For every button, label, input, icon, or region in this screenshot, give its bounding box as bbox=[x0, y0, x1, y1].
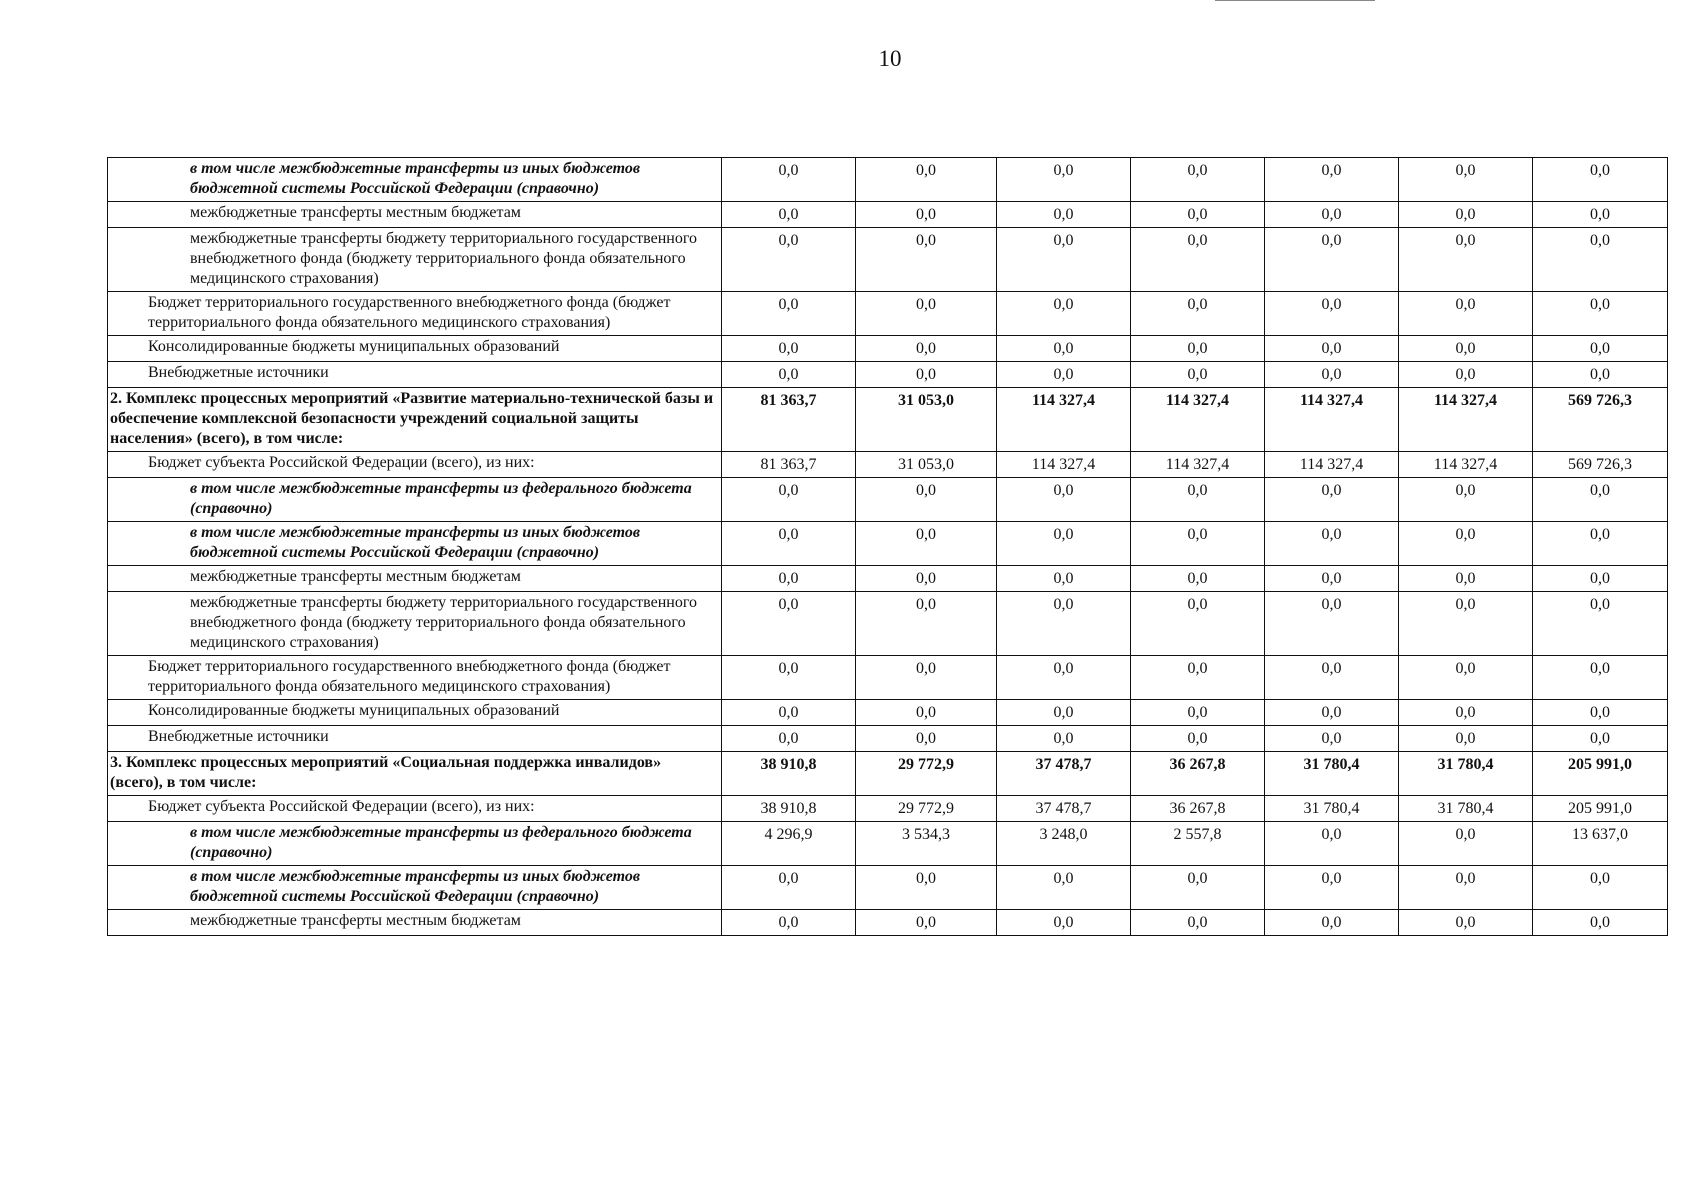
budget-table-body bbox=[108, 158, 1668, 936]
value-cell: 0,0 bbox=[856, 910, 997, 936]
value-cell: 0,0 bbox=[1533, 566, 1668, 592]
value-cell: 0,0 bbox=[1131, 336, 1265, 362]
value-cell: 0,0 bbox=[997, 592, 1131, 656]
value-cell: 0,0 bbox=[997, 566, 1131, 592]
value-cell: 0,0 bbox=[722, 202, 856, 228]
value-cell: 0,0 bbox=[722, 656, 856, 700]
value-cell: 0,0 bbox=[722, 292, 856, 336]
value-cell: 0,0 bbox=[856, 292, 997, 336]
value-cell: 0,0 bbox=[856, 336, 997, 362]
table-row bbox=[108, 522, 1668, 566]
value-cell: 31 780,4 bbox=[1265, 796, 1399, 822]
value-cell: 0,0 bbox=[1399, 292, 1533, 336]
value-cell: 36 267,8 bbox=[1131, 752, 1265, 796]
value-cell: 0,0 bbox=[856, 700, 997, 726]
row-label: 3. Комплекс процессных мероприятий «Социальная поддержка инвалидов» (всего), в том числе: bbox=[108, 752, 722, 796]
value-cell: 0,0 bbox=[856, 362, 997, 388]
value-cell: 0,0 bbox=[856, 592, 997, 656]
table-row bbox=[108, 452, 1668, 478]
row-label: межбюджетные трансферты местным бюджетам bbox=[108, 910, 722, 936]
value-cell: 0,0 bbox=[722, 726, 856, 752]
value-cell: 0,0 bbox=[1131, 700, 1265, 726]
value-cell: 0,0 bbox=[1131, 362, 1265, 388]
value-cell: 569 726,3 bbox=[1533, 452, 1668, 478]
value-cell: 0,0 bbox=[1131, 522, 1265, 566]
value-cell: 0,0 bbox=[1533, 592, 1668, 656]
value-cell: 0,0 bbox=[1265, 566, 1399, 592]
value-cell: 0,0 bbox=[1265, 158, 1399, 202]
value-cell: 114 327,4 bbox=[997, 388, 1131, 452]
value-cell: 0,0 bbox=[1399, 522, 1533, 566]
value-cell: 0,0 bbox=[997, 910, 1131, 936]
table-row bbox=[108, 228, 1668, 292]
top-rule bbox=[1215, 0, 1375, 1]
value-cell: 0,0 bbox=[722, 910, 856, 936]
row-label: Консолидированные бюджеты муниципальных образований bbox=[108, 700, 722, 726]
value-cell: 0,0 bbox=[1533, 336, 1668, 362]
value-cell: 0,0 bbox=[1399, 478, 1533, 522]
row-label: Консолидированные бюджеты муниципальных образований bbox=[108, 336, 722, 362]
row-label: в том числе межбюджетные трансферты из федерального бюджета (справочно) bbox=[108, 478, 722, 522]
value-cell: 29 772,9 bbox=[856, 796, 997, 822]
value-cell: 0,0 bbox=[1265, 866, 1399, 910]
value-cell: 0,0 bbox=[1533, 202, 1668, 228]
value-cell: 2 557,8 bbox=[1131, 822, 1265, 866]
value-cell: 0,0 bbox=[1265, 822, 1399, 866]
value-cell: 0,0 bbox=[1265, 522, 1399, 566]
value-cell: 0,0 bbox=[1533, 726, 1668, 752]
value-cell: 0,0 bbox=[1399, 866, 1533, 910]
value-cell: 0,0 bbox=[997, 228, 1131, 292]
value-cell: 0,0 bbox=[1533, 228, 1668, 292]
value-cell: 0,0 bbox=[1399, 158, 1533, 202]
value-cell: 0,0 bbox=[1131, 566, 1265, 592]
value-cell: 0,0 bbox=[1533, 656, 1668, 700]
value-cell: 0,0 bbox=[1131, 158, 1265, 202]
value-cell: 0,0 bbox=[722, 866, 856, 910]
table-row bbox=[108, 822, 1668, 866]
table-row bbox=[108, 566, 1668, 592]
value-cell: 31 780,4 bbox=[1399, 796, 1533, 822]
value-cell: 114 327,4 bbox=[1131, 452, 1265, 478]
value-cell: 0,0 bbox=[1399, 656, 1533, 700]
value-cell: 38 910,8 bbox=[722, 796, 856, 822]
table-row bbox=[108, 656, 1668, 700]
value-cell: 114 327,4 bbox=[1265, 388, 1399, 452]
value-cell: 37 478,7 bbox=[997, 796, 1131, 822]
table-row bbox=[108, 700, 1668, 726]
value-cell: 0,0 bbox=[1399, 910, 1533, 936]
value-cell: 0,0 bbox=[1399, 726, 1533, 752]
table-row bbox=[108, 592, 1668, 656]
value-cell: 0,0 bbox=[1265, 228, 1399, 292]
row-label: межбюджетные трансферты бюджету территориального государственного внебюджетного фонда (бюджету территориального фонда обязательного медицинского страхования) bbox=[108, 228, 722, 292]
value-cell: 0,0 bbox=[1399, 592, 1533, 656]
value-cell: 81 363,7 bbox=[722, 388, 856, 452]
value-cell: 29 772,9 bbox=[856, 752, 997, 796]
value-cell: 114 327,4 bbox=[997, 452, 1131, 478]
value-cell: 31 780,4 bbox=[1265, 752, 1399, 796]
value-cell: 0,0 bbox=[1131, 726, 1265, 752]
value-cell: 0,0 bbox=[722, 592, 856, 656]
value-cell: 0,0 bbox=[1533, 910, 1668, 936]
table-row bbox=[108, 336, 1668, 362]
row-label: межбюджетные трансферты местным бюджетам bbox=[108, 566, 722, 592]
value-cell: 0,0 bbox=[722, 566, 856, 592]
value-cell: 0,0 bbox=[997, 336, 1131, 362]
value-cell: 0,0 bbox=[1399, 700, 1533, 726]
value-cell: 0,0 bbox=[1265, 336, 1399, 362]
value-cell: 0,0 bbox=[1131, 228, 1265, 292]
row-label: 2. Комплекс процессных мероприятий «Развитие материально-технической базы и обеспечение комплексной безопасности учреждений социальной защиты населения» (всего), в том числе: bbox=[108, 388, 722, 452]
value-cell: 0,0 bbox=[1533, 362, 1668, 388]
value-cell: 0,0 bbox=[856, 202, 997, 228]
row-label: в том числе межбюджетные трансферты из федерального бюджета (справочно) bbox=[108, 822, 722, 866]
value-cell: 0,0 bbox=[1399, 202, 1533, 228]
value-cell: 0,0 bbox=[856, 656, 997, 700]
row-label: Бюджет территориального государственного внебюджетного фонда (бюджет территориального фонда обязательного медицинского страхования) bbox=[108, 656, 722, 700]
value-cell: 0,0 bbox=[1131, 292, 1265, 336]
section-row bbox=[108, 752, 1668, 796]
table-row bbox=[108, 910, 1668, 936]
table-row bbox=[108, 866, 1668, 910]
value-cell: 0,0 bbox=[1399, 822, 1533, 866]
value-cell: 205 991,0 bbox=[1533, 752, 1668, 796]
row-label: Бюджет субъекта Российской Федерации (всего), из них: bbox=[108, 796, 722, 822]
value-cell: 0,0 bbox=[1533, 866, 1668, 910]
value-cell: 13 637,0 bbox=[1533, 822, 1668, 866]
value-cell: 4 296,9 bbox=[722, 822, 856, 866]
value-cell: 205 991,0 bbox=[1533, 796, 1668, 822]
value-cell: 114 327,4 bbox=[1399, 452, 1533, 478]
value-cell: 0,0 bbox=[1131, 656, 1265, 700]
value-cell: 0,0 bbox=[1533, 158, 1668, 202]
value-cell: 0,0 bbox=[856, 522, 997, 566]
value-cell: 0,0 bbox=[1131, 592, 1265, 656]
value-cell: 0,0 bbox=[1399, 336, 1533, 362]
value-cell: 31 053,0 bbox=[856, 452, 997, 478]
value-cell: 38 910,8 bbox=[722, 752, 856, 796]
value-cell: 3 248,0 bbox=[997, 822, 1131, 866]
row-label: Бюджет территориального государственного внебюджетного фонда (бюджет территориального фонда обязательного медицинского страхования) bbox=[108, 292, 722, 336]
row-label: в том числе межбюджетные трансферты из иных бюджетов бюджетной системы Российской Федерации (справочно) bbox=[108, 866, 722, 910]
value-cell: 31 053,0 bbox=[856, 388, 997, 452]
value-cell: 37 478,7 bbox=[997, 752, 1131, 796]
value-cell: 0,0 bbox=[1265, 700, 1399, 726]
value-cell: 0,0 bbox=[1265, 592, 1399, 656]
value-cell: 0,0 bbox=[997, 866, 1131, 910]
value-cell: 0,0 bbox=[997, 700, 1131, 726]
value-cell: 0,0 bbox=[1399, 566, 1533, 592]
value-cell: 114 327,4 bbox=[1399, 388, 1533, 452]
value-cell: 569 726,3 bbox=[1533, 388, 1668, 452]
row-label: межбюджетные трансферты местным бюджетам bbox=[108, 202, 722, 228]
value-cell: 0,0 bbox=[856, 726, 997, 752]
value-cell: 0,0 bbox=[856, 566, 997, 592]
table-row bbox=[108, 158, 1668, 202]
value-cell: 0,0 bbox=[722, 158, 856, 202]
row-label: Внебюджетные источники bbox=[108, 362, 722, 388]
value-cell: 114 327,4 bbox=[1131, 388, 1265, 452]
table-row bbox=[108, 726, 1668, 752]
value-cell: 0,0 bbox=[997, 292, 1131, 336]
value-cell: 0,0 bbox=[1131, 866, 1265, 910]
value-cell: 0,0 bbox=[997, 726, 1131, 752]
page-number: 10 bbox=[878, 46, 902, 71]
value-cell: 0,0 bbox=[997, 202, 1131, 228]
row-label: межбюджетные трансферты бюджету территориального государственного внебюджетного фонда (бюджету территориального фонда обязательного медицинского страхования) bbox=[108, 592, 722, 656]
value-cell: 0,0 bbox=[722, 700, 856, 726]
value-cell: 0,0 bbox=[856, 866, 997, 910]
value-cell: 0,0 bbox=[1533, 478, 1668, 522]
value-cell: 0,0 bbox=[856, 158, 997, 202]
value-cell: 0,0 bbox=[997, 362, 1131, 388]
value-cell: 0,0 bbox=[1265, 202, 1399, 228]
value-cell: 0,0 bbox=[1399, 228, 1533, 292]
value-cell: 0,0 bbox=[856, 478, 997, 522]
row-label: в том числе межбюджетные трансферты из иных бюджетов бюджетной системы Российской Федерации (справочно) bbox=[108, 158, 722, 202]
budget-table bbox=[107, 157, 1668, 936]
value-cell: 0,0 bbox=[722, 478, 856, 522]
value-cell: 0,0 bbox=[1533, 292, 1668, 336]
row-label: Внебюджетные источники bbox=[108, 726, 722, 752]
value-cell: 0,0 bbox=[1533, 522, 1668, 566]
value-cell: 0,0 bbox=[1265, 910, 1399, 936]
value-cell: 3 534,3 bbox=[856, 822, 997, 866]
table-row bbox=[108, 292, 1668, 336]
table-row bbox=[108, 362, 1668, 388]
value-cell: 0,0 bbox=[997, 478, 1131, 522]
value-cell: 0,0 bbox=[856, 228, 997, 292]
section-row bbox=[108, 388, 1668, 452]
value-cell: 36 267,8 bbox=[1131, 796, 1265, 822]
row-label: Бюджет субъекта Российской Федерации (всего), из них: bbox=[108, 452, 722, 478]
table-row bbox=[108, 478, 1668, 522]
value-cell: 0,0 bbox=[1399, 362, 1533, 388]
value-cell: 0,0 bbox=[722, 522, 856, 566]
value-cell: 0,0 bbox=[1131, 478, 1265, 522]
value-cell: 0,0 bbox=[1265, 478, 1399, 522]
value-cell: 0,0 bbox=[1265, 362, 1399, 388]
value-cell: 0,0 bbox=[1265, 292, 1399, 336]
value-cell: 0,0 bbox=[997, 522, 1131, 566]
value-cell: 81 363,7 bbox=[722, 452, 856, 478]
value-cell: 0,0 bbox=[997, 656, 1131, 700]
value-cell: 0,0 bbox=[1265, 656, 1399, 700]
value-cell: 31 780,4 bbox=[1399, 752, 1533, 796]
value-cell: 0,0 bbox=[1265, 726, 1399, 752]
table-row bbox=[108, 796, 1668, 822]
value-cell: 0,0 bbox=[997, 158, 1131, 202]
value-cell: 0,0 bbox=[1131, 910, 1265, 936]
value-cell: 0,0 bbox=[1533, 700, 1668, 726]
table-row bbox=[108, 202, 1668, 228]
value-cell: 0,0 bbox=[722, 362, 856, 388]
value-cell: 0,0 bbox=[722, 336, 856, 362]
row-label: в том числе межбюджетные трансферты из иных бюджетов бюджетной системы Российской Федерации (справочно) bbox=[108, 522, 722, 566]
value-cell: 0,0 bbox=[1131, 202, 1265, 228]
value-cell: 0,0 bbox=[722, 228, 856, 292]
value-cell: 114 327,4 bbox=[1265, 452, 1399, 478]
